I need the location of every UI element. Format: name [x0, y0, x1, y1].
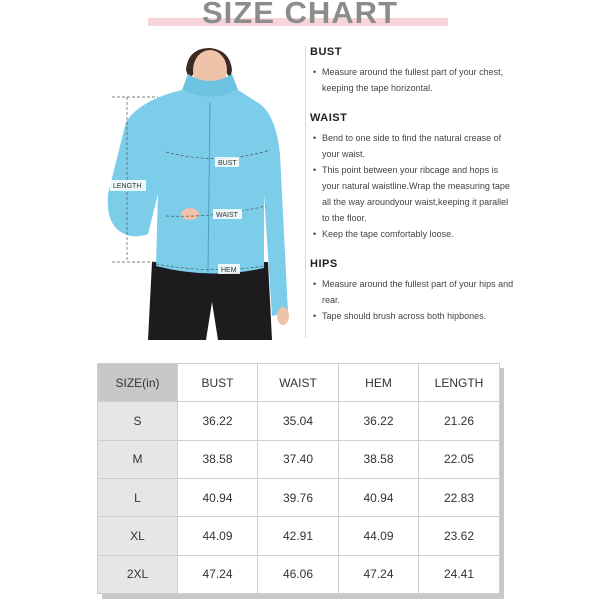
table-row [98, 517, 500, 555]
size-cell: M [98, 440, 178, 478]
model-illustration [100, 44, 300, 340]
waist-cell: 37.40 [258, 440, 339, 478]
header-size: SIZE(in) [98, 364, 178, 402]
hem-cell: 38.58 [339, 440, 419, 478]
table-row [98, 478, 500, 516]
hem-cell: 47.24 [339, 555, 419, 593]
bust-cell: 38.58 [178, 440, 258, 478]
table-row [98, 402, 500, 440]
waist-cell: 39.76 [258, 478, 339, 516]
hips-instruction: • Tape should brush across both hipbones. [310, 308, 517, 324]
header-hem: HEM [339, 364, 419, 402]
size-cell: S [98, 402, 178, 440]
length-cell: 22.83 [419, 478, 500, 516]
header-waist: WAIST [258, 364, 339, 402]
waist-label: WAIST [216, 212, 238, 219]
hem-cell: 36.22 [339, 402, 419, 440]
length-label: LENGTH [113, 183, 142, 190]
bust-cell: 40.94 [178, 478, 258, 516]
size-cell: XL [98, 517, 178, 555]
waist-instructions [310, 130, 600, 242]
waist-heading: WAIST [310, 112, 348, 124]
bust-heading: BUST [310, 46, 342, 58]
waist-cell: 35.04 [258, 402, 339, 440]
waist-cell: 42.91 [258, 517, 339, 555]
length-cell: 21.26 [419, 402, 500, 440]
waist-instruction: • This point between your ribcage and hops is your natural waistline.Wrap the measuring tape all the way aroundyour waist,keeping it parallel to the floor. [310, 162, 517, 226]
size-cell: L [98, 478, 178, 516]
model-figure [100, 44, 300, 340]
length-cell: 23.62 [419, 517, 500, 555]
hips-instructions [310, 276, 600, 324]
bust-cell: 36.22 [178, 402, 258, 440]
header-bust: BUST [178, 364, 258, 402]
bust-label: BUST [218, 160, 237, 167]
measuring-guide [310, 46, 600, 340]
page-title: SIZE CHART [202, 0, 398, 30]
bust-instruction: • Measure around the fullest part of your chest, keeping the tape horizontal. [310, 64, 517, 96]
model-pants [148, 262, 272, 340]
bust-instructions [310, 64, 600, 96]
length-cell: 22.05 [419, 440, 500, 478]
hips-heading: HIPS [310, 258, 338, 270]
waist-cell: 46.06 [258, 555, 339, 593]
hips-instruction: • Measure around the fullest part of your hips and rear. [310, 276, 517, 308]
model-hand-left [181, 208, 199, 220]
bust-cell: 47.24 [178, 555, 258, 593]
size-cell: 2XL [98, 555, 178, 593]
model-hand-right [277, 307, 289, 325]
table-row [98, 555, 500, 593]
hem-cell: 44.09 [339, 517, 419, 555]
hem-cell: 40.94 [339, 478, 419, 516]
length-cell: 24.41 [419, 555, 500, 593]
size-table [97, 363, 500, 594]
section-divider [305, 46, 306, 338]
table-row [98, 440, 500, 478]
hem-label: HEM [221, 267, 237, 274]
bust-cell: 44.09 [178, 517, 258, 555]
table-header-row [98, 364, 500, 402]
header-length: LENGTH [419, 364, 500, 402]
waist-instruction: • Bend to one side to find the natural crease of your waist. [310, 130, 517, 162]
waist-instruction: • Keep the tape comfortably loose. [310, 226, 517, 242]
title-area [0, 0, 600, 30]
